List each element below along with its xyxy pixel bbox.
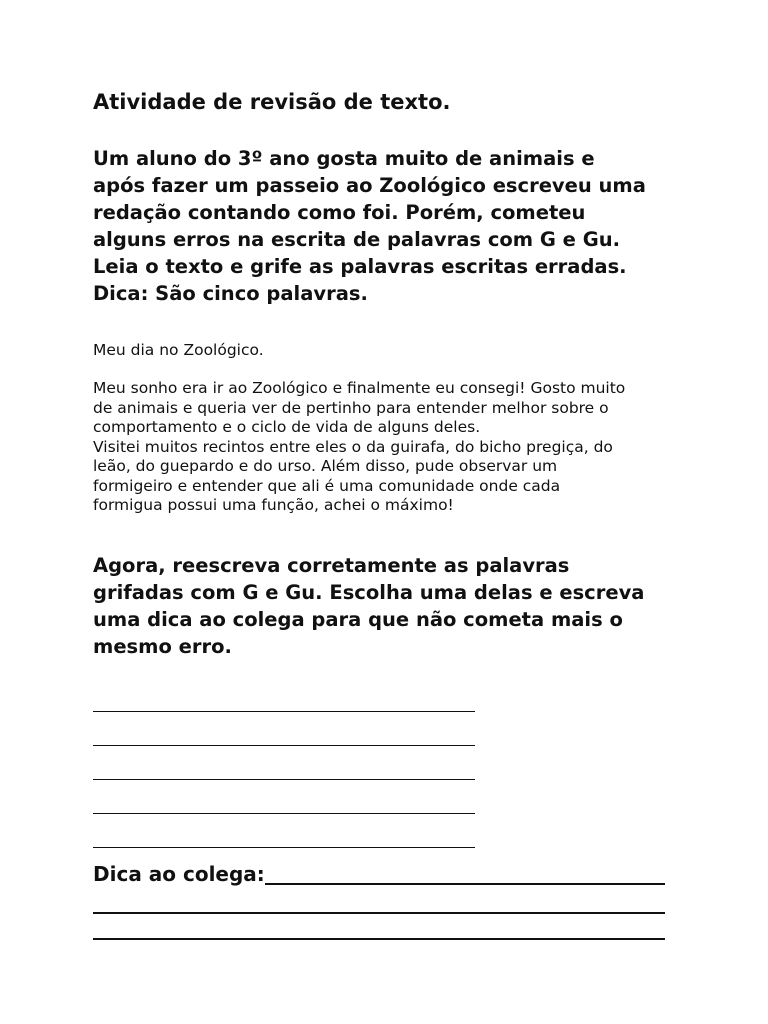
instructions-line: Um aluno do 3º ano gosta muito de animais e [93, 147, 595, 170]
story-line: leão, do guepardo e do urso. Além disso, pude observar um [93, 457, 558, 475]
instructions-line: redação contando como foi. Porém, cometeu [93, 201, 586, 224]
worksheet [93, 88, 683, 940]
story-line: formigeiro e entender que ali é uma comunidade onde cada [93, 476, 561, 495]
story-line: de animais e queria ver de pertinho para entender melhor sobre o [93, 398, 609, 417]
story-line: Visitei muitos recintos entre eles o da guirafa, do bicho pregiça, do [93, 437, 613, 456]
answer-line[interactable] [93, 712, 475, 746]
task-line: grifadas com G e Gu. Escolha uma delas e escreva [93, 580, 645, 604]
task-instructions [93, 552, 683, 660]
story-text [93, 379, 683, 516]
task-line: uma dica ao colega para que não cometa mais o [93, 607, 623, 631]
story-title: Meu dia no Zoológico. [93, 341, 264, 359]
task-line: mesmo erro. [93, 634, 232, 658]
tip-label: Dica ao colega: [93, 861, 265, 886]
instructions-line: alguns erros na escrita de palavras com G e Gu. [93, 228, 620, 251]
story-line: Meu sonho era ir ao Zoológico e finalmente eu consegi! Gosto muito [93, 379, 626, 397]
answer-line[interactable] [93, 746, 475, 780]
answer-lines [93, 688, 683, 848]
tip-answer-line[interactable] [93, 888, 665, 914]
answer-line[interactable] [93, 814, 475, 848]
instructions-line: após fazer um passeio ao Zoológico escreveu uma [93, 174, 646, 197]
instructions [93, 145, 683, 307]
instructions-line: Dica: São cinco palavras. [93, 282, 368, 305]
answer-line[interactable] [93, 688, 475, 712]
tip-row [93, 860, 665, 888]
tip-answer-line[interactable] [93, 914, 665, 940]
worksheet-title: Atividade de revisão de texto. [93, 90, 451, 114]
story-line: formigua possui uma função, achei o máximo! [93, 496, 454, 514]
tip-answer-line[interactable] [265, 861, 665, 885]
instructions-line: Leia o texto e grife as palavras escritas erradas. [93, 255, 627, 278]
task-line: Agora, reescreva corretamente as palavras [93, 553, 570, 577]
story-line: comportamento e o ciclo de vida de alguns deles. [93, 418, 481, 436]
answer-line[interactable] [93, 780, 475, 814]
